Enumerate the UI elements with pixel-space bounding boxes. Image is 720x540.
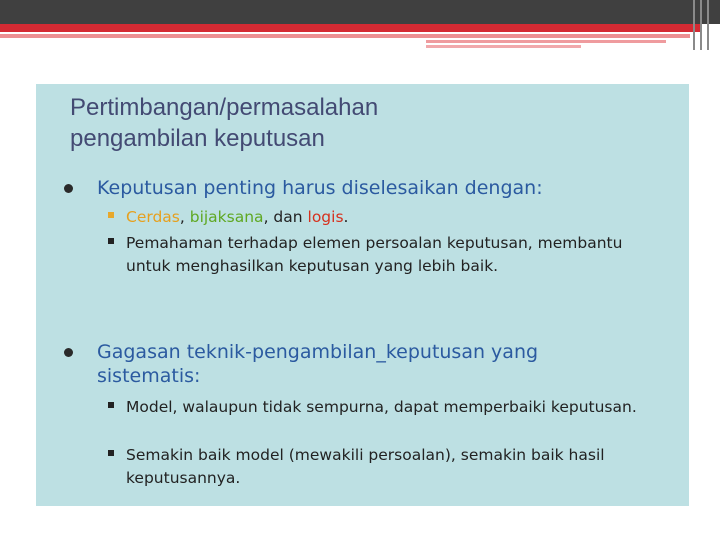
separator-text: , bbox=[179, 208, 190, 226]
bullet-item bbox=[64, 176, 674, 200]
header-accent-line-short bbox=[426, 45, 581, 48]
separator-text: , dan bbox=[263, 208, 308, 226]
bullet-item bbox=[64, 340, 624, 388]
bullet-text: Keputusan penting harus diselesaikan dengan: bbox=[97, 177, 543, 199]
bullet-dot-icon bbox=[64, 184, 73, 193]
square-bullet-icon bbox=[108, 402, 114, 408]
square-bullet-icon bbox=[108, 238, 114, 244]
period-text: . bbox=[343, 208, 349, 226]
square-bullet-icon bbox=[108, 450, 114, 456]
slide-title-line1: Pertimbangan/permasalahan bbox=[70, 94, 379, 121]
header-divider-line bbox=[700, 0, 702, 50]
header-dark-bar bbox=[0, 0, 720, 24]
sub-bullet-item bbox=[108, 206, 668, 229]
sub-bullet-text bbox=[126, 206, 668, 229]
sub-bullet-text: Pemahaman terhadap elemen persoalan keputusan, membantu untuk menghasilkan keputusan yang lebih baik. bbox=[126, 234, 623, 275]
header-red-bar bbox=[0, 24, 700, 32]
sub-bullet-text: Semakin baik model (mewakili persoalan), semakin baik hasil keputusannya. bbox=[126, 446, 605, 487]
word-bijaksana: bijaksana bbox=[189, 208, 264, 226]
slide-title-line2: pengambilan keputusan bbox=[70, 125, 325, 152]
square-bullet-icon bbox=[108, 212, 114, 218]
sub-bullet-item bbox=[108, 444, 668, 490]
word-cerdas: Cerdas bbox=[126, 208, 180, 226]
slide-title bbox=[70, 92, 670, 154]
sub-bullet-text: Model, walaupun tidak sempurna, dapat memperbaiki keputusan. bbox=[126, 398, 637, 416]
header-divider-line bbox=[693, 0, 695, 50]
bullet-dot-icon bbox=[64, 348, 73, 357]
word-logis: logis bbox=[307, 208, 344, 226]
header-divider-line bbox=[707, 0, 709, 50]
header-accent-line bbox=[426, 40, 666, 43]
slide-content-panel bbox=[36, 84, 689, 506]
sub-bullet-item bbox=[108, 396, 653, 419]
bullet-text: Gagasan teknik-pengambilan_keputusan yang sistematis: bbox=[97, 341, 539, 387]
header-pink-bar bbox=[0, 34, 690, 38]
sub-bullet-item bbox=[108, 232, 638, 278]
